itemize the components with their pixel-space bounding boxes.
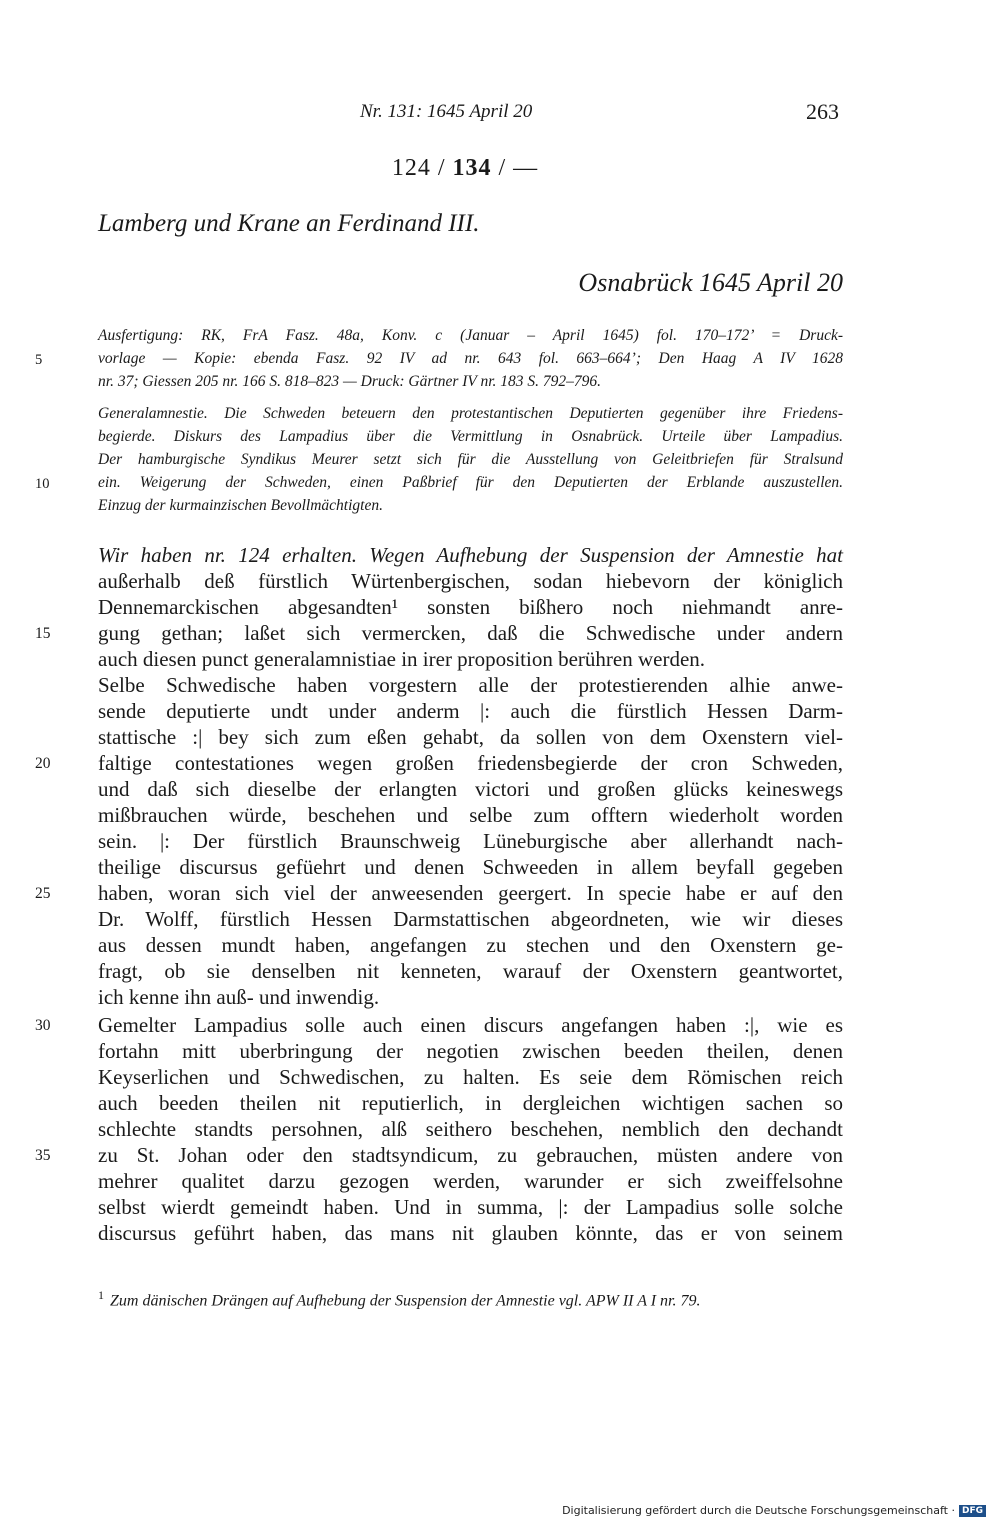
body-line: Dennemarckischen abgesandten¹ sonsten bißhero noch niehmandt anre- <box>98 595 843 619</box>
footnote <box>98 1288 843 1310</box>
line-number: 20 <box>35 755 51 772</box>
body-line: außerhalb deß fürstlich Würtenbergischen, sodan hiebevorn der königlich <box>98 569 843 593</box>
summary-line: Der hamburgische Syndikus Meurer setzt sich für die Ausstellung von Geleitbriefen für Stralsund <box>98 451 843 468</box>
source-line: Ausfertigung: RK, FrA Fasz. 48a, Konv. c (Januar – April 1645) fol. 170–172’ = Druck- <box>98 327 843 344</box>
summary-line: ein. Weigerung der Schweden, einen Paßbrief für den Deputierten der Erblande auszustellen. <box>98 474 843 491</box>
body-line: faltige contestationes wegen großen friedensbegierde der cron Schweden, <box>98 751 843 775</box>
summary-line: begierde. Diskurs des Lampadius über die Vermittlung in Osnabrück. Urteile über Lampadius. <box>98 428 843 445</box>
funding-credit <box>562 1504 986 1517</box>
line-number: 35 <box>35 1147 51 1164</box>
summary-line: Einzug der kurmainzischen Bevollmächtigten. <box>98 497 383 514</box>
body-line: Keyserlichen und Schwedischen, zu halten. Es seie dem Römischen reich <box>98 1065 843 1089</box>
line-number: 30 <box>35 1017 51 1034</box>
running-title: Nr. 131: 1645 April 20 <box>360 101 533 122</box>
body-line: Wir haben nr. 124 erhalten. Wegen Aufhebung der Suspension der Amnestie hat <box>98 543 843 567</box>
body-line: ich kenne ihn auß- und inwendig. <box>98 985 380 1009</box>
body-line: mißbrauchen würde, beschehen und selbe zum offtern wiederholt worden <box>98 803 843 827</box>
doc-number-prefix: 124 / <box>391 155 453 181</box>
body-line: discursus geführt haben, das mans nit glauben könnte, das er von seinem <box>98 1221 843 1245</box>
body-line: zu St. Johan oder den stadtsyndicum, zu gebrauchen, müsten andere von <box>98 1143 843 1167</box>
line-number: 5 <box>35 352 43 368</box>
dfg-logo-icon: DFG <box>959 1505 986 1517</box>
body-line: schlechte standts persohnen, alß seithero beschehen, nemblich den dechandt <box>98 1117 843 1141</box>
body-line: Dr. Wolff, fürstlich Hessen Darmstattischen abgeordneten, wie wir dieses <box>98 907 843 931</box>
body-line: aus dessen mundt haben, angefangen zu stechen und den Oxenstern ge- <box>98 933 843 957</box>
body-line: sende deputierte undt under anderm |: auch die fürstlich Hessen Darm- <box>98 699 843 723</box>
body-line: Selbe Schwedische haben vorgestern alle der protestierenden alhie anwe- <box>98 673 843 697</box>
summary-line: Generalamnestie. Die Schweden beteuern den protestantischen Deputierten gegenüber ihre Friedens- <box>98 405 843 422</box>
body-line: selbst wierdt gemeindt haben. Und in summa, |: der Lampadius solle solche <box>98 1195 843 1219</box>
source-line: nr. 37; Giessen 205 nr. 166 S. 818–823 — Druck: Gärtner IV nr. 183 S. 792–796. <box>98 373 602 390</box>
body-line: haben, woran sich viel der anweesenden geergert. In specie habe er auf den <box>98 881 843 905</box>
doc-number-main: 134 <box>452 155 492 181</box>
body-line: und daß sich dieselbe der erlangten victori und großen glücks keineswegs <box>98 777 843 801</box>
body-line: auch diesen punct generalamnistiae in irer proposition berühren werden. <box>98 647 706 671</box>
source-line: vorlage — Kopie: ebenda Fasz. 92 IV ad nr. 643 fol. 663–664’; Den Haag A IV 1628 <box>98 350 843 367</box>
footnote-mark: 1 <box>98 1288 104 1302</box>
body-line: mehrer qualitet darzu gezogen werden, warunder er sich zweiffelsohne <box>98 1169 843 1193</box>
document-numbers <box>0 155 930 182</box>
document-title: Lamberg und Krane an Ferdinand III. <box>98 210 480 237</box>
body-line: theilige discursus gefüehrt und denen Schweeden in allem beyfall gegeben <box>98 855 843 879</box>
place-and-date: Osnabrück 1645 April 20 <box>578 268 843 297</box>
line-number: 10 <box>35 476 50 492</box>
body-line: sein. |: Der fürstlich Braunschweig Lüneburgische aber allerhandt nach- <box>98 829 843 853</box>
body-line: fragt, ob sie denselben nit kenneten, warauf der Oxenstern geantwortet, <box>98 959 843 983</box>
doc-number-suffix: / — <box>491 155 539 181</box>
page-number: 263 <box>806 99 839 124</box>
body-line: auch beeden theilen nit reputierlich, in dergleichen wichtigen sachen so <box>98 1091 843 1115</box>
line-number: 15 <box>35 625 51 642</box>
line-number: 25 <box>35 885 51 902</box>
body-line: gung gethan; laßet sich vermercken, daß die Schwedische under andern <box>98 621 843 645</box>
body-line: fortahn mitt uberbringung der negotien zwischen beeden theilen, denen <box>98 1039 843 1063</box>
body-line: Gemelter Lampadius solle auch einen discurs angefangen haben :|, wie es <box>98 1013 843 1037</box>
body-line: stattische :| bey sich zum eßen gehabt, da sollen von dem Oxenstern viel- <box>98 725 843 749</box>
footnote-text: Zum dänischen Drängen auf Aufhebung der Suspension der Amnestie vgl. APW II A I nr. 79. <box>110 1292 701 1310</box>
funding-credit-text: Digitalisierung gefördert durch die Deutsche Forschungsgemeinschaft · <box>562 1504 955 1517</box>
